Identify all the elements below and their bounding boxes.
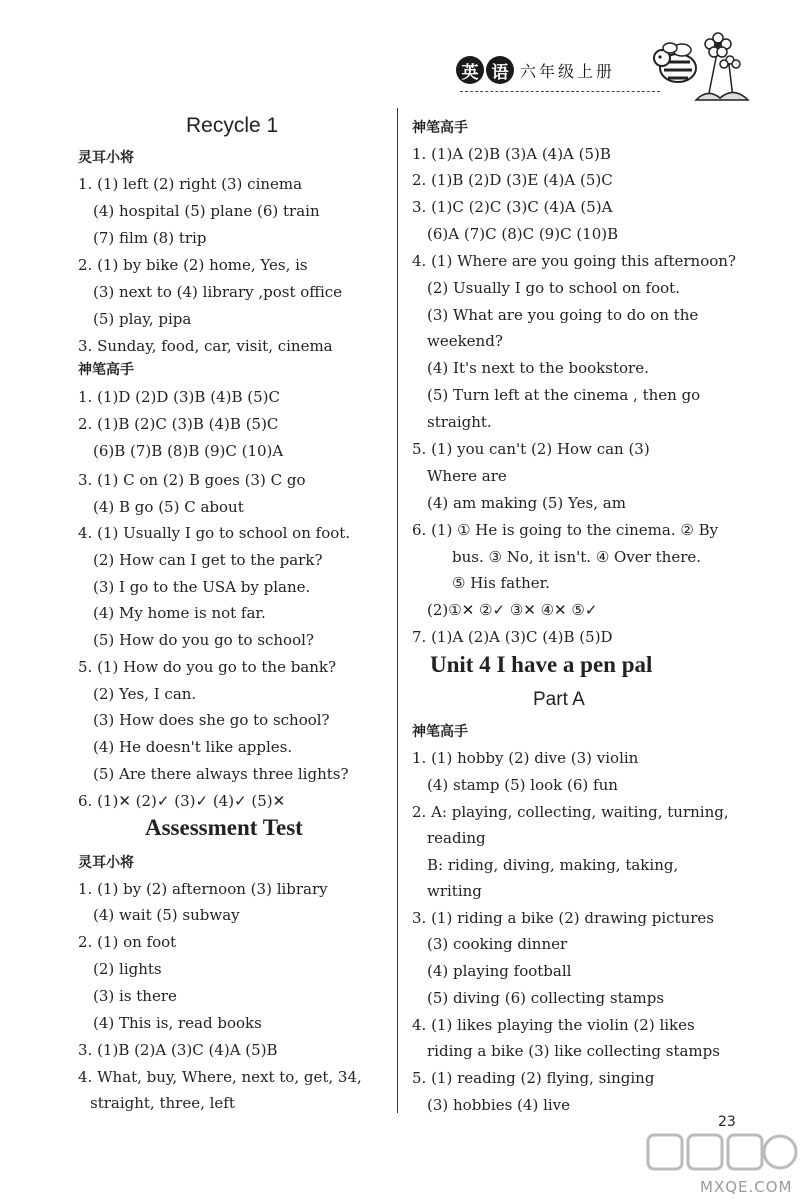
answer-line: (3) How does she go to school? bbox=[93, 711, 330, 729]
answer-line: (4) It's next to the bookstore. bbox=[427, 359, 649, 377]
answer-line: 3. (1) riding a bike (2) drawing pictures bbox=[412, 909, 714, 927]
answer-line: (5) Are there always three lights? bbox=[93, 765, 349, 783]
answer-line: 7. (1)A (2)A (3)C (4)B (5)D bbox=[412, 628, 613, 646]
answer-line: straight, three, left bbox=[90, 1094, 235, 1112]
answer-line: (3) hobbies (4) live bbox=[427, 1096, 571, 1114]
answer-line: (3) is there bbox=[93, 987, 177, 1005]
answer-line: 5. (1) you can't (2) How can (3) bbox=[412, 440, 650, 458]
header-dashed-line bbox=[460, 91, 660, 92]
answer-line: (3) What are you going to do on the bbox=[427, 306, 699, 324]
section-heading: 灵耳小将 bbox=[78, 855, 134, 871]
title-heading: Part A bbox=[533, 689, 585, 710]
answer-line: (4) He doesn't like apples. bbox=[93, 738, 293, 756]
answer-line: 1. (1) by (2) afternoon (3) library bbox=[78, 880, 328, 898]
answer-line: 1. (1) left (2) right (3) cinema bbox=[78, 175, 303, 193]
answer-line: 1. (1)D (2)D (3)B (4)B (5)C bbox=[78, 388, 280, 406]
answer-line: straight. bbox=[427, 413, 492, 431]
answer-line: (5) How do you go to school? bbox=[93, 631, 314, 649]
answer-line: (7) film (8) trip bbox=[93, 229, 207, 247]
answer-line: (5) play, pipa bbox=[93, 310, 192, 328]
answer-line: (4) wait (5) subway bbox=[93, 906, 240, 924]
answer-line: bus. ③ No, it isn't. ④ Over there. bbox=[452, 548, 702, 566]
answer-line: 2. (1) on foot bbox=[78, 933, 177, 951]
answer-line: (6)A (7)C (8)C (9)C (10)B bbox=[427, 225, 619, 243]
answer-line: Where are bbox=[427, 467, 507, 485]
answer-line: 2. (1)B (2)D (3)E (4)A (5)C bbox=[412, 171, 613, 189]
answer-line: 1. (1)A (2)B (3)A (4)A (5)B bbox=[412, 145, 611, 163]
answer-line: (2) lights bbox=[93, 960, 162, 978]
page-number: 23 bbox=[718, 1114, 736, 1130]
answer-line: (4) stamp (5) look (6) fun bbox=[427, 776, 618, 794]
answer-line: (2) Yes, I can. bbox=[93, 685, 197, 703]
title-heading: Recycle 1 bbox=[186, 114, 279, 137]
answer-line: 4. What, buy, Where, next to, get, 34, bbox=[78, 1068, 362, 1086]
header-subtitle: 六年级上册 bbox=[520, 61, 616, 81]
answer-line: riding a bike (3) like collecting stamps bbox=[427, 1042, 720, 1060]
answer-line: (4) My home is not far. bbox=[93, 604, 266, 622]
answer-line: writing bbox=[427, 882, 482, 900]
title-heading: Unit 4 I have a pen pal bbox=[430, 652, 653, 677]
answer-line: 6. (1)✕ (2)✓ (3)✓ (4)✓ (5)✕ bbox=[78, 792, 286, 810]
answer-line: (4) am making (5) Yes, am bbox=[427, 494, 626, 512]
answer-line: reading bbox=[427, 829, 486, 847]
answer-line: (2) How can I get to the park? bbox=[93, 551, 323, 569]
answer-line: (5) Turn left at the cinema , then go bbox=[427, 386, 701, 404]
answer-line: 2. (1) by bike (2) home, Yes, is bbox=[78, 256, 308, 274]
answer-line: 4. (1) likes playing the violin (2) likes bbox=[412, 1016, 695, 1034]
section-heading: 神笔高手 bbox=[78, 362, 134, 378]
answer-line: 3. (1)C (2)C (3)C (4)A (5)A bbox=[412, 198, 613, 216]
answer-line: 1. (1) hobby (2) dive (3) violin bbox=[412, 749, 639, 767]
answer-line: (6)B (7)B (8)B (9)C (10)A bbox=[93, 442, 284, 460]
answer-line: 2. (1)B (2)C (3)B (4)B (5)C bbox=[78, 415, 279, 433]
header-char-1: 英 bbox=[456, 56, 484, 84]
answer-line: 3. (1)B (2)A (3)C (4)A (5)B bbox=[78, 1041, 278, 1059]
section-heading: 神笔高手 bbox=[412, 120, 468, 136]
answer-line: (5) diving (6) collecting stamps bbox=[427, 989, 665, 1007]
answer-line: 3. Sunday, food, car, visit, cinema bbox=[78, 337, 333, 355]
watermark-text: MXQE.COM bbox=[700, 1178, 793, 1196]
header-title bbox=[456, 56, 615, 84]
answer-line: 3. (1) C on (2) B goes (3) C go bbox=[78, 471, 306, 489]
answer-line: weekend? bbox=[427, 332, 503, 350]
answer-line: (3) cooking dinner bbox=[427, 935, 568, 953]
answer-line: (4) hospital (5) plane (6) train bbox=[93, 202, 320, 220]
title-heading: Assessment Test bbox=[145, 815, 303, 840]
answer-line: (2) Usually I go to school on foot. bbox=[427, 279, 680, 297]
answer-line: 5. (1) How do you go to the bank? bbox=[78, 658, 337, 676]
answer-line: B: riding, diving, making, taking, bbox=[427, 856, 679, 874]
answer-line: (4) This is, read books bbox=[93, 1014, 262, 1032]
bee-flower-icon bbox=[648, 28, 768, 106]
answer-line: 4. (1) Where are you going this afternoon? bbox=[412, 252, 736, 270]
answer-line: (3) next to (4) library ,post office bbox=[93, 283, 343, 301]
column-divider bbox=[397, 108, 398, 1113]
header-char-2: 语 bbox=[486, 56, 514, 84]
section-heading: 灵耳小将 bbox=[78, 150, 134, 166]
page-header bbox=[450, 28, 790, 108]
answer-line: (4) B go (5) C about bbox=[93, 498, 244, 516]
answer-line: (4) playing football bbox=[427, 962, 572, 980]
answer-line: (2)①✕ ②✓ ③✕ ④✕ ⑤✓ bbox=[427, 601, 598, 619]
answer-line: 2. A: playing, collecting, waiting, turning, bbox=[412, 803, 729, 821]
answer-line: 5. (1) reading (2) flying, singing bbox=[412, 1069, 655, 1087]
answer-line: 4. (1) Usually I go to school on foot. bbox=[78, 524, 351, 542]
answer-line: 6. (1) ① He is going to the cinema. ② By bbox=[412, 521, 719, 539]
answer-line: ⑤ His father. bbox=[452, 574, 550, 592]
answer-line: (3) I go to the USA by plane. bbox=[93, 578, 311, 596]
section-heading: 神笔高手 bbox=[412, 724, 468, 740]
